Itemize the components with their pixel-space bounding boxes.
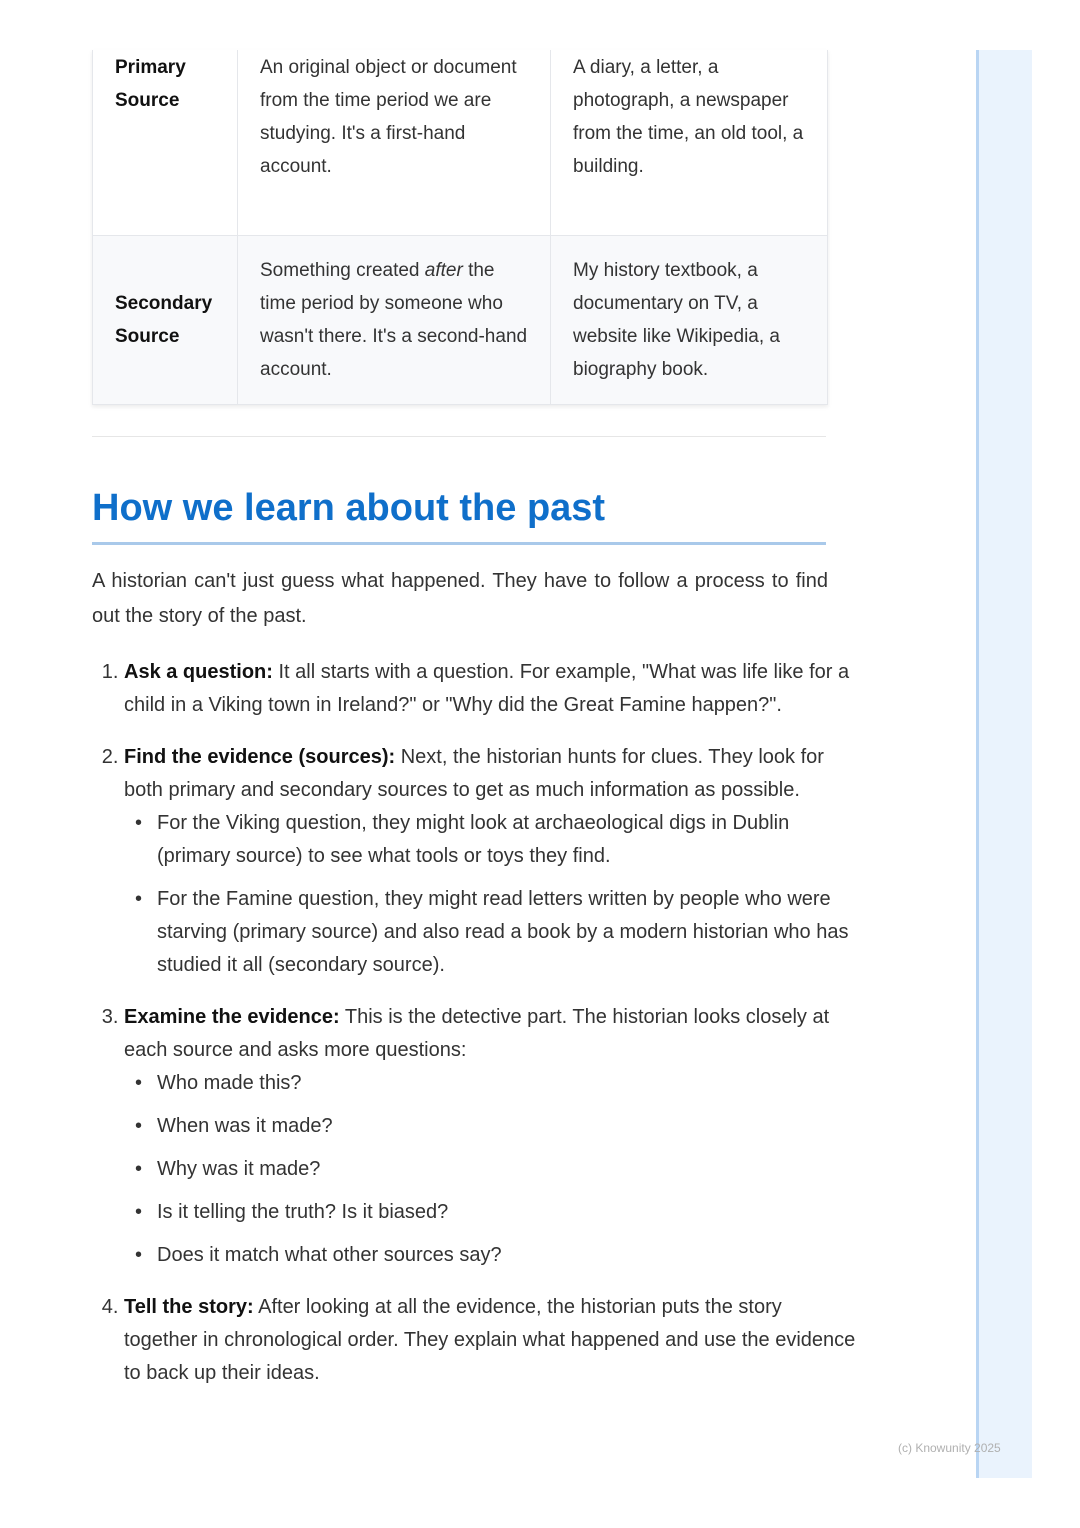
examples-cell: A diary, a letter, a photograph, a newspaper from the time, an old tool, a building. bbox=[573, 57, 804, 177]
term-cell: Secondary Source bbox=[93, 236, 238, 405]
sidebar-panel bbox=[976, 50, 1032, 1478]
step-text: Next, the historian hunts for clues. They look for both primary and secondary sources to get as much information as possible. bbox=[124, 746, 824, 801]
step-title: Tell the story: bbox=[124, 1296, 254, 1318]
step-title: Examine the evidence: bbox=[124, 1006, 340, 1028]
definition-emphasis: after bbox=[424, 260, 463, 281]
step-title: Ask a question: bbox=[124, 661, 273, 683]
copyright-footer: (c) Knowunity 2025 bbox=[898, 1441, 1001, 1455]
definition-text: the time period by someone who wasn't there. It's a second-hand account. bbox=[260, 260, 528, 380]
sources-table bbox=[92, 50, 828, 405]
bullet-item: • For the Viking question, they might look at archaeological digs in Dublin (primary source) to see what tools or toys they find. bbox=[157, 807, 860, 873]
step-text: After looking at all the evidence, the historian puts the story together in chronological order. They explain what happened and use the evidence to back up their ideas. bbox=[124, 1296, 856, 1384]
step-title: Find the evidence (sources): bbox=[124, 746, 396, 768]
bullet-item: • Is it telling the truth? Is it biased? bbox=[157, 1196, 860, 1229]
process-step bbox=[124, 656, 860, 722]
bullet-item: • Why was it made? bbox=[157, 1153, 860, 1186]
process-step bbox=[124, 1001, 860, 1272]
section-divider bbox=[92, 436, 826, 437]
step-bullet-list bbox=[124, 1067, 860, 1272]
bullet-item: • Does it match what other sources say? bbox=[157, 1239, 860, 1272]
definition-text: Something created bbox=[260, 260, 425, 281]
step-text: This is the detective part. The historian looks closely at each source and asks more questions: bbox=[124, 1006, 830, 1061]
process-steps-list bbox=[92, 656, 860, 1409]
bullet-item: • When was it made? bbox=[157, 1110, 860, 1143]
table-row bbox=[93, 50, 827, 236]
bullet-item: • Who made this? bbox=[157, 1067, 860, 1100]
step-text: It all starts with a question. For example, "What was life like for a child in a Viking town in Ireland?" or "Why did the Great Famine happen?". bbox=[124, 661, 850, 716]
definition-cell: An original object or document from the time period we are studying. It's a first-hand account. bbox=[238, 50, 551, 236]
step-bullet-list bbox=[124, 807, 860, 982]
process-step bbox=[124, 741, 860, 982]
section-heading: How we learn about the past bbox=[92, 482, 826, 545]
examples-cell: My history textbook, a documentary on TV, a website like Wikipedia, a biography book. bbox=[551, 236, 828, 405]
table-row bbox=[93, 236, 827, 405]
term-cell: Primary Source bbox=[93, 50, 238, 236]
process-step bbox=[124, 1291, 860, 1390]
intro-paragraph: A historian can't just guess what happened. They have to follow a process to find out the story of the past. bbox=[92, 570, 828, 627]
bullet-item: • For the Famine question, they might read letters written by people who were starving (primary source) and also read a book by a modern historian who has studied it all (secondary source). bbox=[157, 883, 860, 982]
definition-cell bbox=[238, 236, 551, 405]
